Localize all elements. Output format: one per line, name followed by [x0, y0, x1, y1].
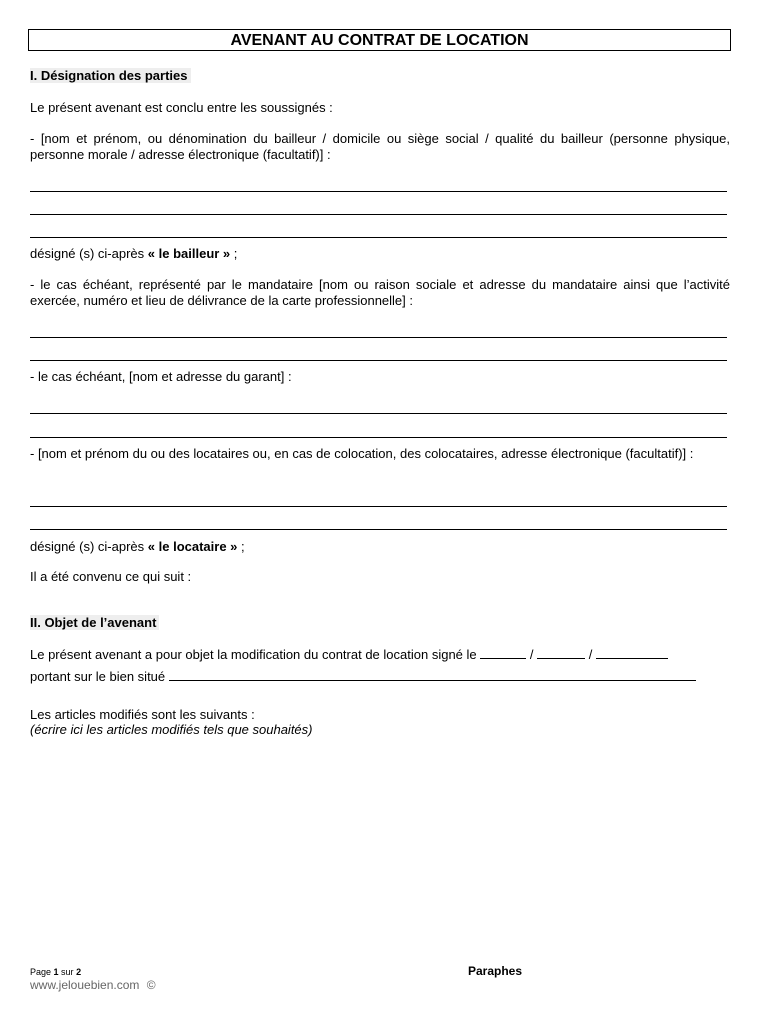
page-prefix: Page — [30, 967, 54, 977]
page-indicator — [30, 967, 81, 977]
date-day-field[interactable] — [480, 647, 526, 659]
section-2-heading-wrap — [30, 615, 159, 630]
designe-bailleur — [30, 246, 730, 262]
articles-text: Les articles modifiés sont les suivants : — [30, 707, 255, 722]
fill-line[interactable] — [30, 214, 727, 215]
page-number: 1 — [53, 967, 59, 977]
bien-text: portant sur le bien situé — [30, 669, 166, 684]
date-separator: / — [588, 647, 593, 662]
articles-hint: (écrire ici les articles modifiés tels que souhaités) — [30, 722, 313, 737]
bailleur-label: « le bailleur » — [147, 246, 231, 261]
page-mid: sur — [58, 967, 77, 977]
fill-line[interactable] — [30, 529, 727, 530]
document-title: AVENANT AU CONTRAT DE LOCATION — [28, 29, 731, 51]
fill-line[interactable] — [30, 360, 727, 361]
convenu-text: Il a été convenu ce qui suit : — [30, 569, 192, 584]
date-month-field[interactable] — [537, 647, 585, 659]
fill-line[interactable] — [30, 337, 727, 338]
objet-text: Le présent avenant a pour objet la modification du contrat de location signé le — [30, 647, 477, 662]
fill-line[interactable] — [30, 437, 727, 438]
bailleur-item: - [nom et prénom, ou dénomination du bailleur / domicile ou siège social / qualité du bailleur (personne physique, personne morale / adresse électronique (facultatif)] : — [30, 131, 730, 162]
section-1-heading-wrap — [30, 68, 191, 83]
fill-line[interactable] — [30, 237, 727, 238]
bien-address-field[interactable] — [169, 669, 696, 681]
designe-locataire — [30, 539, 730, 555]
date-year-field[interactable] — [596, 647, 668, 659]
bien-line — [30, 669, 730, 685]
locataire-label: « le locataire » — [147, 539, 238, 554]
page-total: 2 — [76, 967, 82, 977]
locataires-item: - [nom et prénom du ou des locataires ou, en cas de colocation, des colocataires, adresse électronique (facultatif)] : — [30, 446, 694, 461]
objet-line — [30, 647, 730, 663]
site-link[interactable]: www.jelouebien.com — [30, 978, 140, 992]
copyright: © — [146, 978, 156, 992]
mandataire-item: - le cas échéant, représenté par le mandataire [nom ou raison sociale et adresse du mandataire ainsi que l’activité exercée, numéro et lieu de délivrance de la carte professionnelle] : — [30, 277, 730, 308]
designe-prefix: désigné (s) ci-après — [30, 539, 148, 554]
fill-line[interactable] — [30, 413, 727, 414]
site-footer — [30, 978, 156, 992]
section-2-heading: II. Objet de l’avenant — [30, 615, 159, 630]
paraphes-label: Paraphes — [468, 964, 523, 978]
designe-suffix: ; — [230, 246, 238, 261]
fill-line[interactable] — [30, 191, 727, 192]
fill-line[interactable] — [30, 506, 727, 507]
date-separator: / — [529, 647, 534, 662]
designe-suffix: ; — [237, 539, 245, 554]
section-1-heading: I. Désignation des parties — [30, 68, 191, 83]
garant-item: - le cas échéant, [nom et adresse du garant] : — [30, 369, 292, 384]
designe-prefix: désigné (s) ci-après — [30, 246, 148, 261]
intro-text: Le présent avenant est conclu entre les soussignés : — [30, 100, 333, 115]
